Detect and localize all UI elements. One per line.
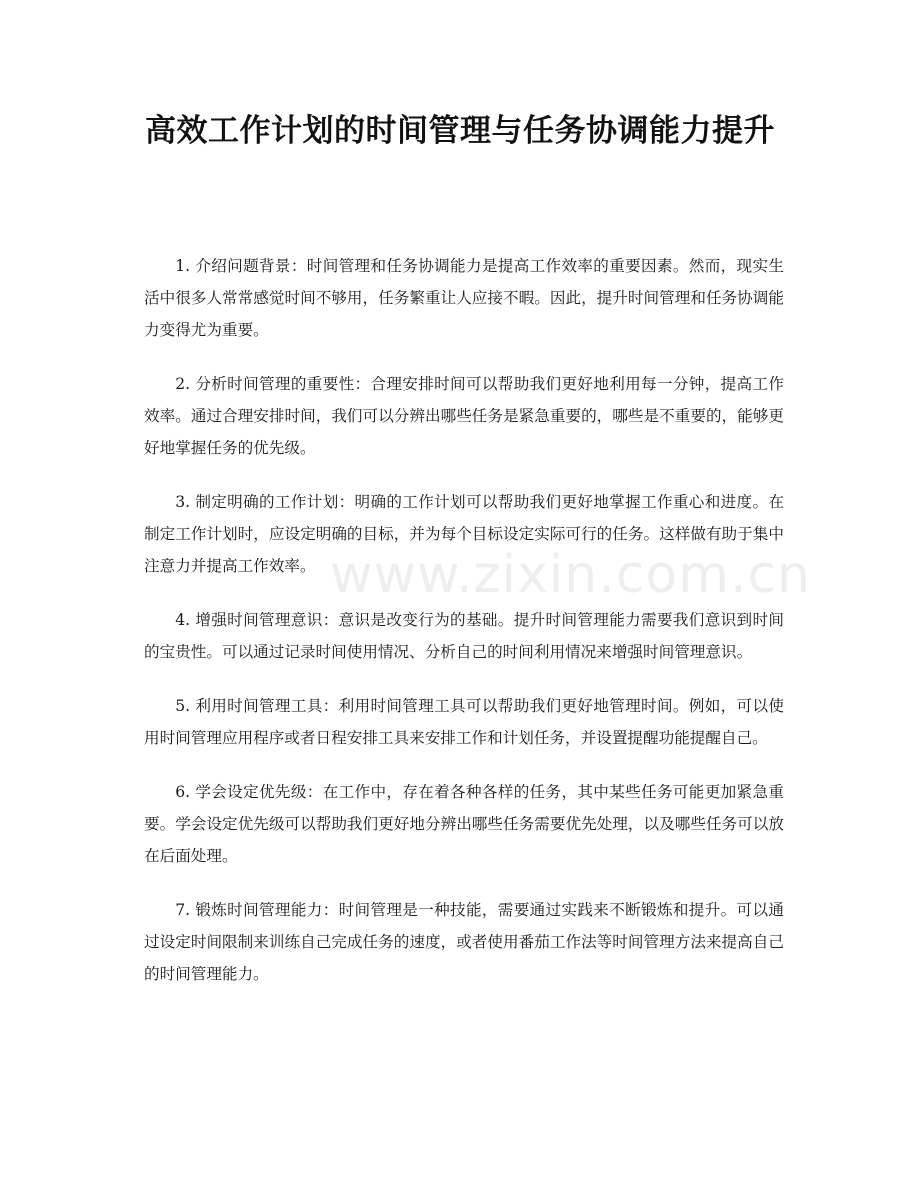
paragraph-1: 1. 介绍问题背景：时间管理和任务协调能力是提高工作效率的重要因素。然而，现实生活中很多人常常感觉时间不够用，任务繁重让人应接不暇。因此，提升时间管理和任务协调能力变得尤为重要。: [144, 257, 784, 339]
document-body: [144, 250, 784, 1012]
watermark: www.zixin.com.cn: [330, 545, 811, 605]
paragraph-6: 6. 学会设定优先级：在工作中，存在着各种各样的任务，其中某些任务可能更加紧急重要。学会设定优先级可以帮助我们更好地分辨出哪些任务需要优先处理，以及哪些任务可以放在后面处理。: [144, 783, 784, 865]
paragraph-5: 5. 利用时间管理工具：利用时间管理工具可以帮助我们更好地管理时间。例如，可以使用时间管理应用程序或者日程安排工具来安排工作和计划任务，并设置提醒功能提醒自己。: [144, 697, 784, 747]
paragraph-3: 3. 制定明确的工作计划：明确的工作计划可以帮助我们更好地掌握工作重心和进度。在制定工作计划时，应设定明确的目标，并为每个目标设定实际可行的任务。这样做有助于集中注意力并提高工作效率。: [144, 493, 784, 575]
document-title: 高效工作计划的时间管理与任务协调能力提升: [145, 113, 775, 149]
paragraph-2: 2. 分析时间管理的重要性：合理安排时间可以帮助我们更好地利用每一分钟，提高工作效率。通过合理安排时间，我们可以分辨出哪些任务是紧急重要的，哪些是不重要的，能够更好地掌握任务的优先级。: [144, 375, 784, 457]
paragraph-7: 7. 锻炼时间管理能力：时间管理是一种技能，需要通过实践来不断锻炼和提升。可以通过设定时间限制来训练自己完成任务的速度，或者使用番茄工作法等时间管理方法来提高自己的时间管理能力。: [144, 901, 784, 983]
paragraph-4: 4. 增强时间管理意识：意识是改变行为的基础。提升时间管理能力需要我们意识到时间的宝贵性。可以通过记录时间使用情况、分析自己的时间利用情况来增强时间管理意识。: [144, 611, 784, 661]
